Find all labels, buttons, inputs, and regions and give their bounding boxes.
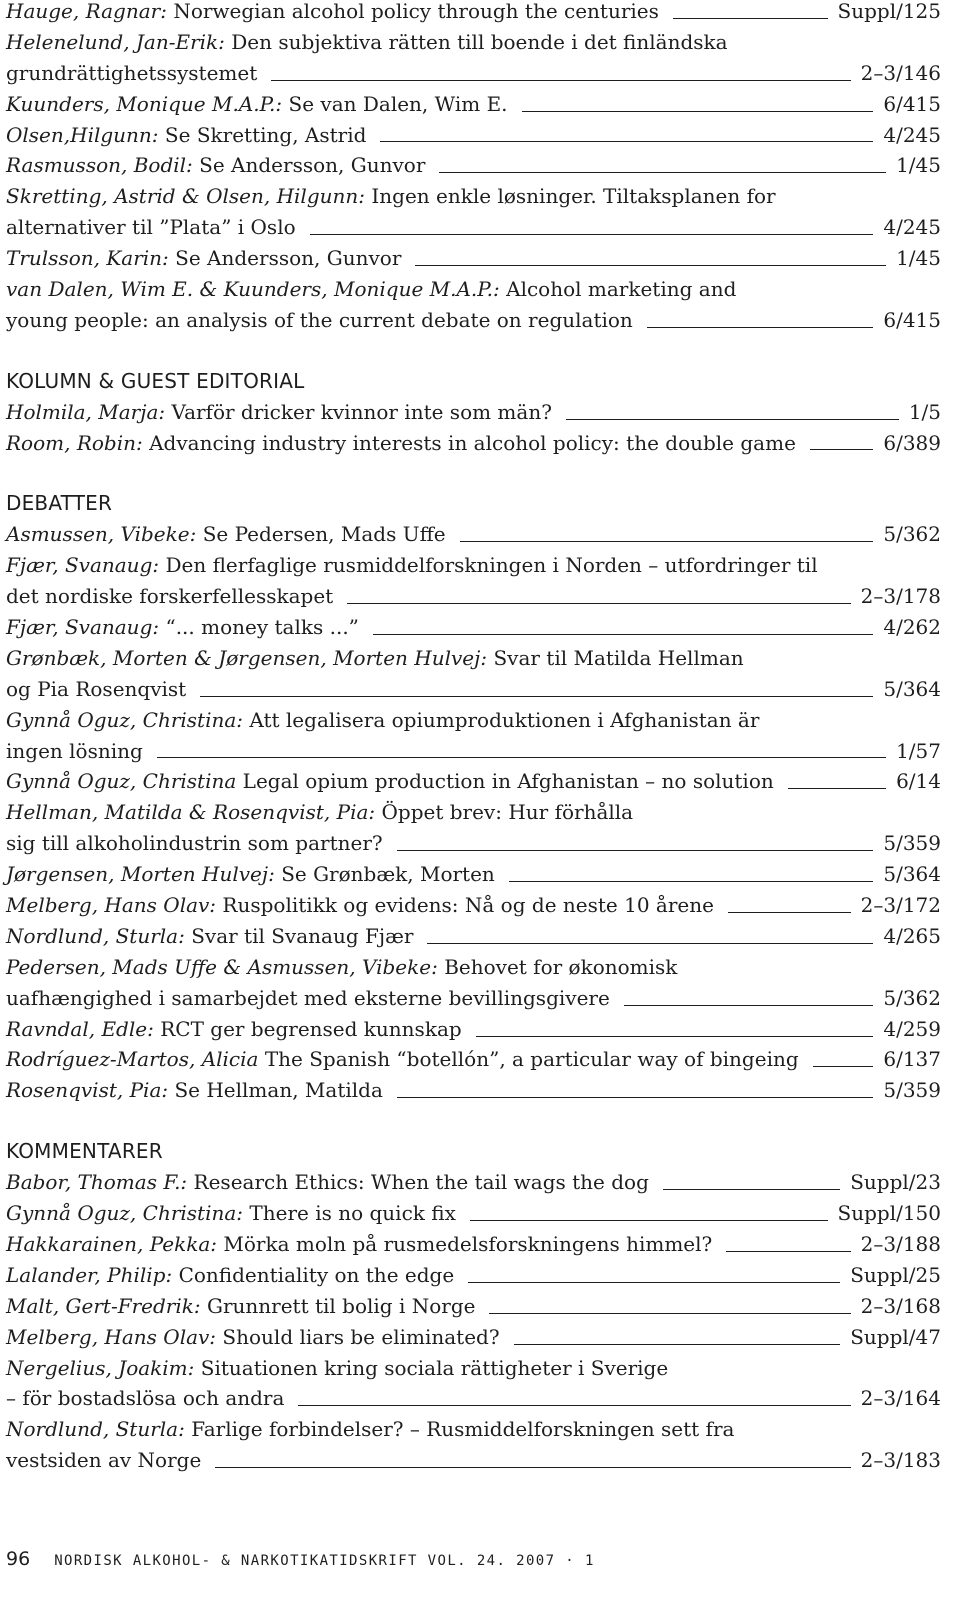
entry-reference: 2–3/172 — [860, 893, 941, 918]
leader-rule — [522, 111, 874, 112]
entry-author: Rasmusson, Bodil: — [6, 153, 193, 178]
entry-title: Se Hellman, Matilda — [174, 1078, 383, 1103]
entry-author: Fjær, Svanaug: — [6, 615, 160, 640]
entry-line — [6, 519, 941, 550]
entry-author: Room, Robin: — [6, 430, 143, 455]
entry-reference: 4/265 — [883, 923, 941, 948]
entry-reference: Suppl/23 — [850, 1170, 941, 1195]
entry-title: Mörka moln på rusmedelsforskningens himmel? — [223, 1231, 713, 1256]
leader-rule — [271, 80, 850, 81]
entry-line — [6, 89, 941, 120]
entry-reference: 4/245 — [883, 215, 941, 240]
entry-author: Gynnå Oguz, Christina: — [6, 707, 244, 732]
entry-reference: 5/362 — [883, 985, 941, 1010]
entry-line — [6, 1229, 941, 1260]
entry-line — [6, 1383, 941, 1414]
entry-author: Hellman, Matilda & Rosenqvist, Pia: — [6, 800, 376, 825]
entry-line — [6, 952, 941, 983]
page-number: 96 — [6, 1548, 31, 1570]
entry-title: Situationen kring sociala rättigheter i Sverige — [200, 1355, 669, 1380]
entry-author: Gynnå Oguz, Christina — [6, 769, 237, 794]
entry-author: Helenelund, Jan-Erik: — [6, 29, 225, 54]
leader-rule — [397, 850, 874, 851]
entry-author: Hauge, Ragnar: — [6, 0, 167, 23]
entry-reference: 1/45 — [896, 246, 941, 271]
entry-author: Kuunders, Monique M.A.P.: — [6, 91, 283, 116]
entry-line — [6, 1075, 941, 1106]
leader-rule — [427, 943, 873, 944]
leader-rule — [813, 1066, 874, 1067]
entry-line — [6, 643, 941, 674]
entry-line — [6, 550, 941, 581]
entry-reference: 4/245 — [883, 122, 941, 147]
leader-rule — [728, 912, 851, 913]
leader-rule — [810, 449, 873, 450]
entry-title: Grunnrett til bolig i Norge — [206, 1293, 476, 1318]
entry-reference: 1/57 — [896, 738, 941, 763]
entry-title: Norwegian alcohol policy through the centuries — [173, 0, 659, 23]
entry-author: Gynnå Oguz, Christina: — [6, 1201, 244, 1226]
entry-title: Confidentiality on the edge — [178, 1262, 455, 1287]
leader-rule — [509, 881, 874, 882]
leader-rule — [663, 1189, 840, 1190]
entry-author: Rodríguez-Martos, Alicia — [6, 1047, 259, 1072]
entry-title: Öppet brev: Hur förhålla — [381, 800, 634, 825]
entry-line — [6, 243, 941, 274]
entry-author: Trulsson, Karin: — [6, 246, 169, 271]
entry-reference: Suppl/150 — [837, 1201, 941, 1226]
entry-title: og Pia Rosenqvist — [6, 676, 187, 701]
entry-author: Melberg, Hans Olav: — [6, 893, 217, 918]
entry-title: Behovet for økonomisk — [444, 954, 678, 979]
leader-rule — [373, 634, 873, 635]
entry-title: Att legalisera opiumproduktionen i Afghanistan är — [249, 707, 760, 732]
entry-title: There is no quick fix — [249, 1201, 456, 1226]
leader-rule — [460, 541, 874, 542]
entry-line — [6, 890, 941, 921]
entry-title: young people: an analysis of the current debate on regulation — [6, 307, 633, 332]
entry-line — [6, 674, 941, 705]
entry-line — [6, 58, 941, 89]
entry-line — [6, 1414, 941, 1445]
entry-line — [6, 181, 941, 212]
entry-title: Ingen enkle løsninger. Tiltaksplanen for — [371, 184, 776, 209]
entry-reference: 2–3/164 — [860, 1386, 941, 1411]
entry-reference: 6/415 — [883, 91, 941, 116]
entry-reference: 5/359 — [883, 831, 941, 856]
leader-rule — [347, 603, 850, 604]
entry-title: The Spanish “botellón”, a particular way of bingeing — [264, 1047, 799, 1072]
leader-rule — [647, 327, 874, 328]
entry-reference: 6/14 — [896, 769, 941, 794]
entry-reference: Suppl/47 — [850, 1324, 941, 1349]
entry-line — [6, 27, 941, 58]
entry-title: grundrättighetssystemet — [6, 60, 258, 85]
entry-title: – för bostadslösa och andra — [6, 1386, 285, 1411]
entry-line — [6, 1198, 941, 1229]
entry-author: Melberg, Hans Olav: — [6, 1324, 217, 1349]
entry-line — [6, 1260, 941, 1291]
entry-title: Se Grønbæk, Morten — [281, 862, 495, 887]
entry-reference: 5/364 — [883, 676, 941, 701]
leader-rule — [476, 1036, 874, 1037]
leader-rule — [624, 1005, 874, 1006]
entry-reference: 5/362 — [883, 522, 941, 547]
entry-line — [6, 428, 941, 459]
entry-title: Den flerfaglige rusmiddelforskningen i Norden – utfordringer til — [165, 553, 818, 578]
entry-reference: 5/359 — [883, 1078, 941, 1103]
entry-reference: 1/45 — [896, 153, 941, 178]
entry-line — [6, 397, 941, 428]
entry-reference: 2–3/178 — [860, 584, 941, 609]
entry-title: alternativer til ”Plata” i Oslo — [6, 215, 296, 240]
entry-title: RCT ger begrensed kunnskap — [160, 1016, 462, 1041]
entry-title: Se Pedersen, Mads Uffe — [202, 522, 446, 547]
entry-line — [6, 1445, 941, 1476]
entry-title: Se van Dalen, Wim E. — [288, 91, 508, 116]
leader-rule — [470, 1220, 828, 1221]
entry-title: det nordiske forskerfellesskapet — [6, 584, 334, 609]
leader-rule — [726, 1251, 850, 1252]
page-footer — [6, 1548, 946, 1570]
index-list — [6, 0, 941, 1476]
entry-reference: 6/137 — [883, 1047, 941, 1072]
leader-rule — [788, 788, 886, 789]
entry-title: Den subjektiva rätten till boende i det finländska — [231, 29, 728, 54]
entry-line — [6, 797, 941, 828]
entry-reference: Suppl/125 — [837, 0, 941, 23]
entry-title: vestsiden av Norge — [6, 1448, 202, 1473]
entry-title: Se Andersson, Gunvor — [199, 153, 426, 178]
leader-rule — [489, 1313, 850, 1314]
entry-line — [6, 120, 941, 151]
journal-running-title: NORDISK ALKOHOL- & NARKOTIKATIDSKRIFT VOL. 24. 2007 · 1 — [54, 1553, 595, 1569]
entry-author: Fjær, Svanaug: — [6, 553, 160, 578]
entry-reference: 5/364 — [883, 862, 941, 887]
entry-line — [6, 612, 941, 643]
entry-author: Ravndal, Edle: — [6, 1016, 154, 1041]
entry-author: Skretting, Astrid & Olsen, Hilgunn: — [6, 184, 366, 209]
entry-author: Hakkarainen, Pekka: — [6, 1231, 218, 1256]
leader-rule — [566, 419, 899, 420]
entry-line — [6, 0, 941, 27]
entry-title: Varför dricker kvinnor inte som män? — [171, 399, 552, 424]
entry-author: Asmussen, Vibeke: — [6, 522, 197, 547]
entry-reference: 2–3/146 — [860, 60, 941, 85]
entry-line — [6, 274, 941, 305]
entry-title: ingen lösning — [6, 738, 143, 763]
entry-author: Nergelius, Joakim: — [6, 1355, 195, 1380]
leader-rule — [215, 1467, 850, 1468]
leader-rule — [439, 172, 886, 173]
entry-line — [6, 1045, 941, 1076]
entry-line — [6, 859, 941, 890]
entry-title: Svar til Matilda Hellman — [493, 645, 744, 670]
leader-rule — [298, 1405, 850, 1406]
entry-reference: 6/415 — [883, 307, 941, 332]
entry-title: Alcohol marketing and — [506, 277, 737, 301]
leader-rule — [673, 18, 828, 19]
entry-title: Ruspolitikk og evidens: Nå og de neste 10 årene — [222, 893, 714, 918]
leader-rule — [468, 1282, 840, 1283]
entry-line — [6, 705, 941, 736]
entry-reference: 4/259 — [883, 1016, 941, 1041]
leader-rule — [380, 141, 873, 142]
entry-reference: 4/262 — [883, 615, 941, 640]
entry-title: Se Andersson, Gunvor — [175, 246, 402, 271]
leader-rule — [397, 1097, 873, 1098]
entry-line — [6, 212, 941, 243]
section-heading: DEBATTER — [6, 491, 113, 516]
entry-author: van Dalen, Wim E. & Kuunders, Monique M.A.P.: — [6, 277, 500, 301]
entry-line — [6, 1291, 941, 1322]
entry-author: Jørgensen, Morten Hulvej: — [6, 862, 275, 887]
entry-author: Grønbæk, Morten & Jørgensen, Morten Hulvej: — [6, 645, 488, 670]
leader-rule — [157, 757, 886, 758]
entry-reference: Suppl/25 — [850, 1262, 941, 1287]
entry-title: Research Ethics: When the tail wags the dog — [193, 1170, 649, 1195]
entry-author: Nordlund, Sturla: — [6, 923, 185, 948]
entry-line — [6, 983, 941, 1014]
entry-line — [6, 305, 941, 336]
entry-line — [6, 1353, 941, 1384]
entry-line — [6, 766, 941, 797]
entry-title: Legal opium production in Afghanistan – no solution — [242, 769, 774, 794]
entry-reference: 2–3/183 — [860, 1448, 941, 1473]
entry-author: Nordlund, Sturla: — [6, 1417, 185, 1442]
entry-author: Rosenqvist, Pia: — [6, 1078, 169, 1103]
entry-line — [6, 581, 941, 612]
leader-rule — [310, 234, 874, 235]
entry-reference: 1/5 — [908, 399, 941, 424]
entry-line — [6, 1014, 941, 1045]
entry-author: Holmila, Marja: — [6, 399, 166, 424]
entry-title: Should liars be eliminated? — [222, 1324, 500, 1349]
entry-line — [6, 150, 941, 181]
entry-line — [6, 1167, 941, 1198]
entry-line — [6, 828, 941, 859]
entry-reference: 6/389 — [883, 430, 941, 455]
entry-line — [6, 1322, 941, 1353]
entry-reference: 2–3/168 — [860, 1293, 941, 1318]
section-heading: KOLUMN & GUEST EDITORIAL — [6, 368, 305, 393]
entry-author: Lalander, Philip: — [6, 1262, 173, 1287]
entry-title: Advancing industry interests in alcohol policy: the double game — [149, 430, 796, 455]
entry-line — [6, 921, 941, 952]
entry-title: Farlige forbindelser? – Rusmiddelforskningen sett fra — [191, 1417, 735, 1442]
entry-title: “... money talks ...” — [165, 615, 359, 640]
leader-rule — [415, 265, 886, 266]
entry-reference: 2–3/188 — [860, 1231, 941, 1256]
leader-rule — [200, 696, 873, 697]
entry-author: Olsen,Hilgunn: — [6, 122, 159, 147]
entry-author: Pedersen, Mads Uffe & Asmussen, Vibeke: — [6, 954, 438, 979]
entry-author: Malt, Gert-Fredrik: — [6, 1293, 201, 1318]
entry-title: Svar til Svanaug Fjær — [191, 923, 414, 948]
entry-title: uafhængighed i samarbejdet med eksterne bevillingsgivere — [6, 985, 610, 1010]
entry-author: Babor, Thomas F.: — [6, 1170, 188, 1195]
entry-line — [6, 736, 941, 767]
leader-rule — [514, 1344, 841, 1345]
section-heading: KOMMENTARER — [6, 1139, 163, 1164]
entry-title: Se Skretting, Astrid — [164, 122, 367, 147]
entry-title: sig till alkoholindustrin som partner? — [6, 831, 383, 856]
